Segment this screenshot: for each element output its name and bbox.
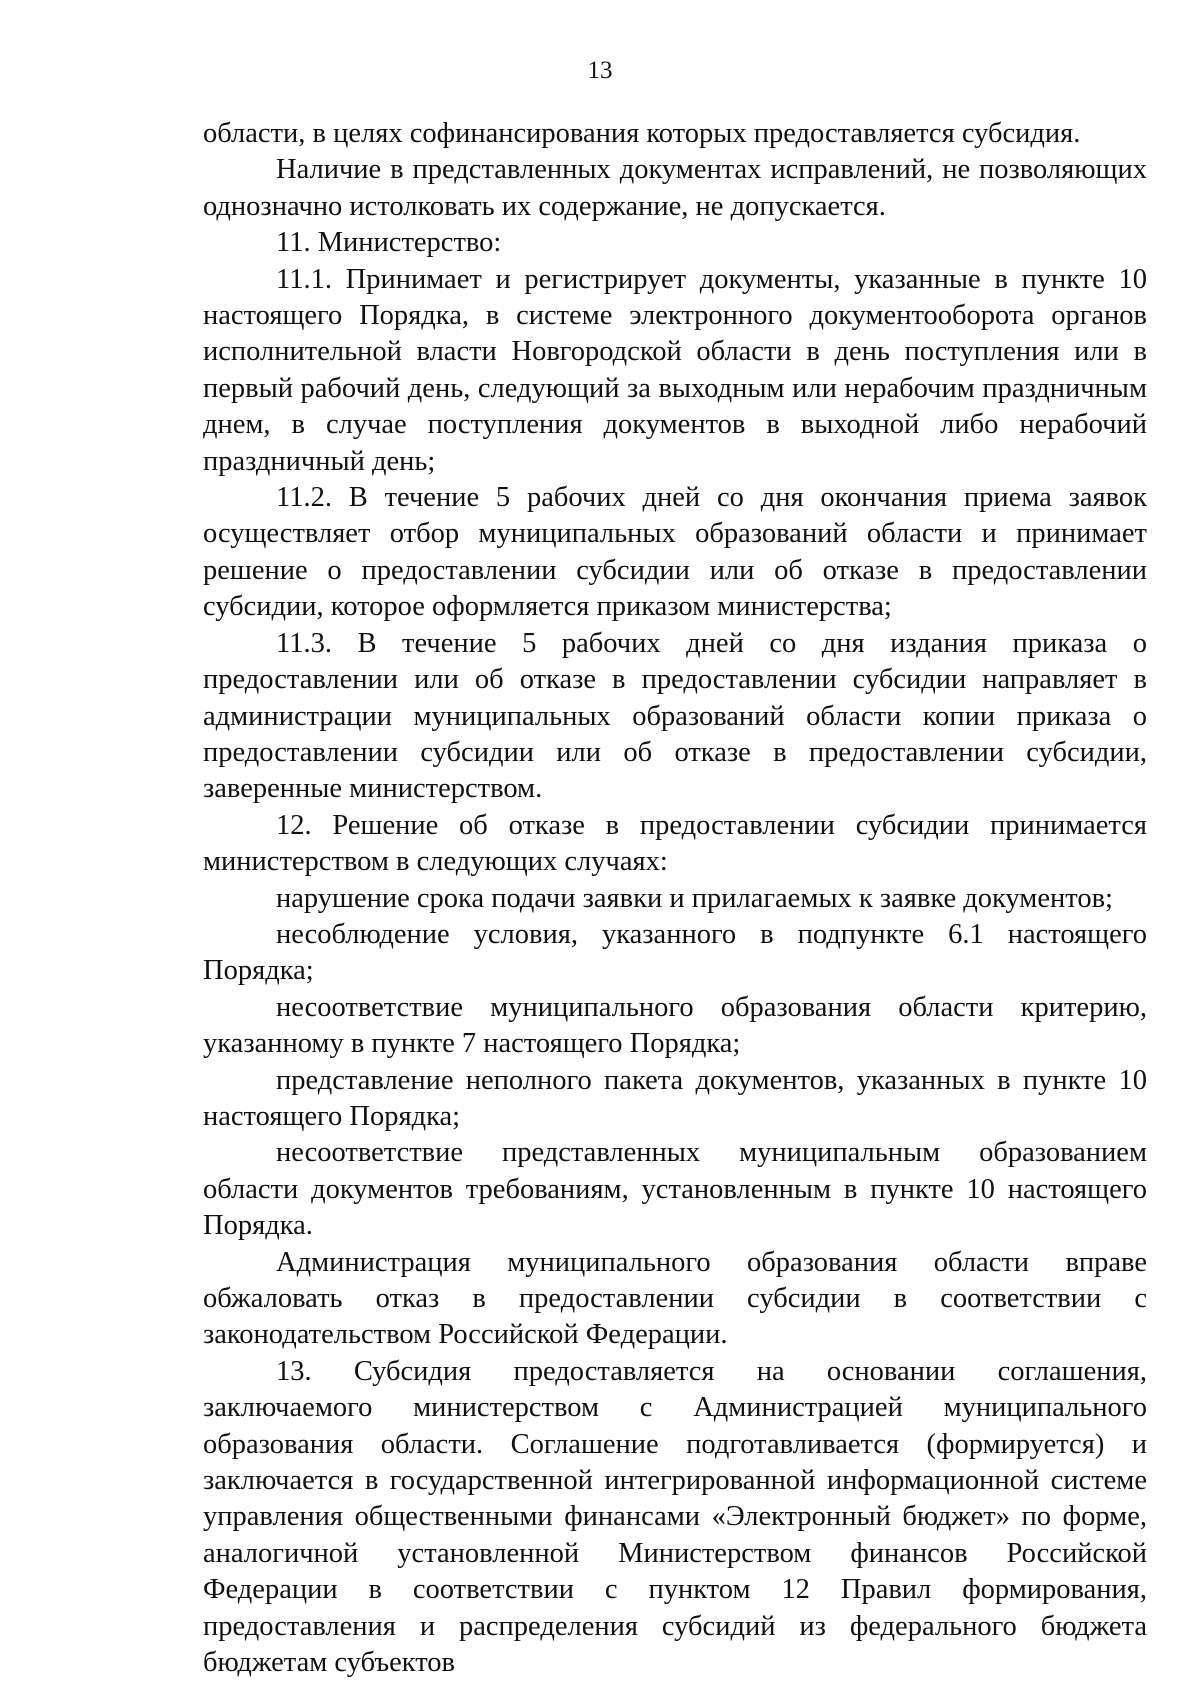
paragraph: нарушение срока подачи заявки и прилагаемых к заявке документов; [276, 882, 1113, 914]
paragraph: области, в целях софинансирования которых предоставляется субсидия. [203, 118, 1081, 149]
paragraph: 11. Министерство: [276, 227, 502, 259]
paragraph: 11.2. В течение 5 рабочих дней со дня окончания приема заявок осуществляет отбор муниципальных образований области и принимает решение о предоставлении субсидии или об отказе в предоставлении субсидии, которое оформляется приказом министерства; [203, 482, 1147, 623]
paragraph: несоблюдение условия, указанного в подпункте 6.1 настоящего Порядка; [203, 918, 1147, 987]
paragraph: Администрация муниципального образования области вправе обжаловать отказ в предоставлении субсидии в соответствии с законодательством Российской Федерации. [203, 1246, 1147, 1351]
paragraph: 12. Решение об отказе в предоставлении субсидии принимается министерством в следующих случаях: [203, 809, 1147, 878]
paragraph: 13. Субсидия предоставляется на основании соглашения, заключаемого министерством с Администрацией муниципального образования области. Соглашение подготавливается (формируется) и заключается в государственной интегрированной информационной системе управления общественными финансами «Электронный бюджет» по форме, аналогичной установленной Министерством финансов Российской Федерации в соответствии с пунктом 12 Правил формирования, предоставления и распределения субсидий из федерального бюджета бюджетам субъектов [203, 1355, 1147, 1679]
paragraph: несоответствие представленных муниципальным образованием области документов требованиям, установленным в пункте 10 настоящего Порядка. [203, 1137, 1147, 1242]
paragraph: Наличие в представленных документах исправлений, не позволяющих однозначно истолковать их содержание, не допускается. [203, 154, 1147, 222]
page-number: 13 [587, 57, 613, 84]
paragraph: представление неполного пакета документов, указанных в пункте 10 настоящего Порядка; [203, 1064, 1147, 1132]
paragraph: 11.3. В течение 5 рабочих дней со дня издания приказа о предоставлении или об отказе в предоставлении субсидии направляет в администрации муниципальных образований области копии приказа о предоставлении субсидии или об отказе в предоставлении субсидии, заверенные министерством. [203, 627, 1147, 805]
paragraph: 11.1. Принимает и регистрирует документы, указанные в пункте 10 настоящего Порядка, в системе электронного документооборота органов исполнительной власти Новгородской области в день поступления или в первый рабочий день, следующий за выходным или нерабочим праздничным днем, в случае поступления документов в выходной либо нерабочий праздничный день; [203, 263, 1147, 477]
document-body [203, 116, 1147, 1681]
paragraph: несоответствие муниципального образования области критерию, указанному в пункте 7 настоящего Порядка; [203, 991, 1147, 1060]
